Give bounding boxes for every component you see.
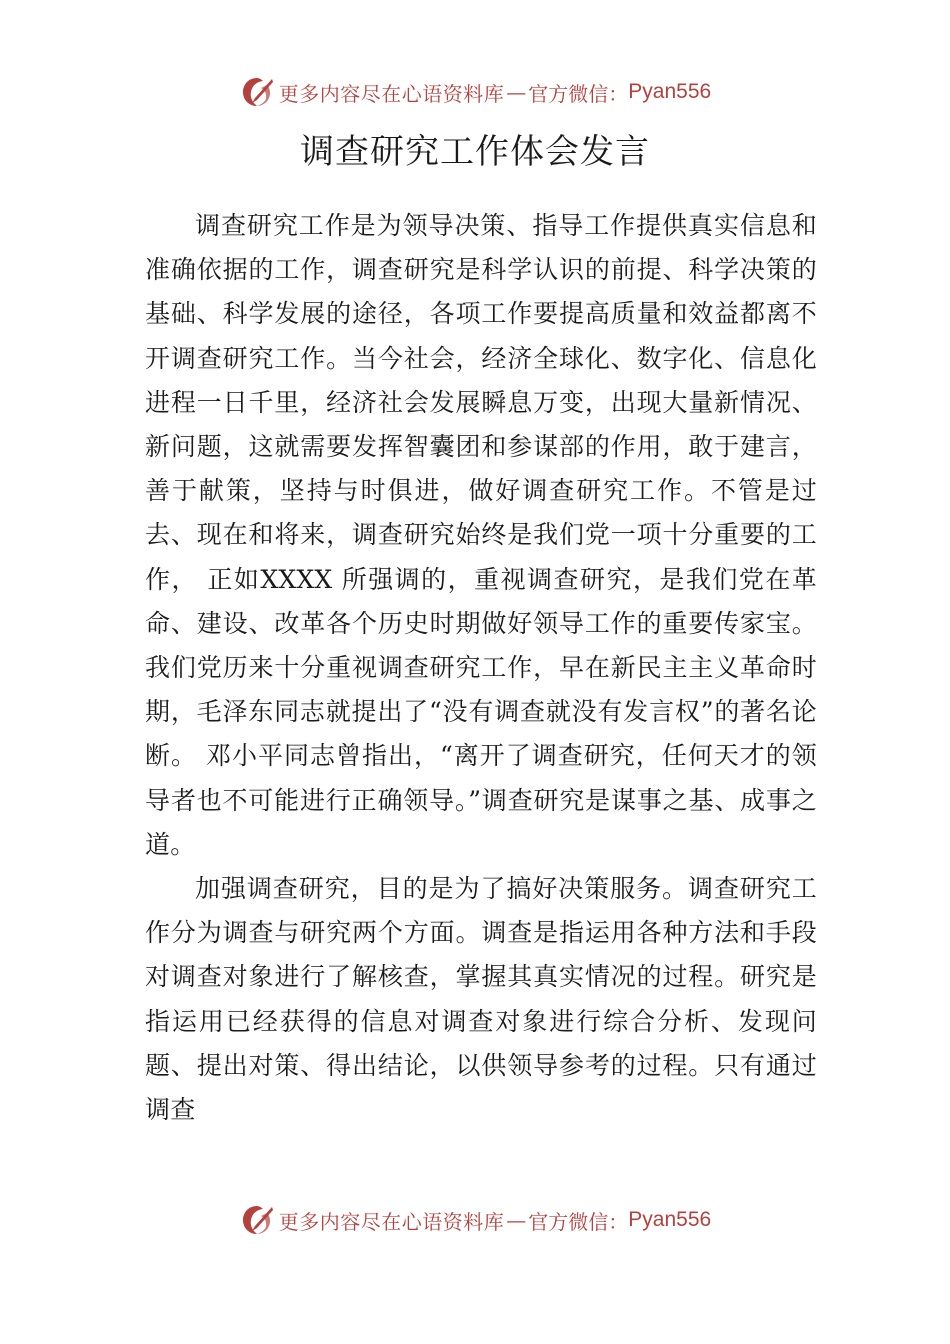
quill-emblem-icon: [239, 74, 275, 110]
banner-dash: —: [506, 1208, 527, 1232]
banner-dash: —: [506, 80, 527, 104]
quill-emblem-icon: [239, 1202, 275, 1238]
banner-text: 更多内容尽在心语资料库: [278, 81, 505, 106]
paragraph-2: 加强调查研究，目的是为了搞好决策服务。调查研究工作分为调查与研究两个方面。调查是指运用各种方法和手段对调查对象进行了解核查，掌握其真实情况的过程。研究是指运用已经获得的信息对调查对象进行综合分析、发现问题、提出对策、得出结论，以供领导参考的过程。只有通过调查: [145, 874, 817, 1125]
banner-wechat-label: 官方微信：: [528, 1209, 629, 1234]
banner-wechat-id: Pyan556: [628, 80, 712, 103]
paragraph-1: 调查研究工作是为领导决策、指导工作提供真实信息和准确依据的工作，调查研究是科学认识的前提、科学决策的基础、科学发展的途径，各项工作要提高质量和效益都离不开调查研究工作。当今社会，经济全球化、数字化、信息化进程一日千里，经济社会发展瞬息万变，出现大量新情况、 新问题，这就需要发挥智囊团和参谋部的作用，敢于建言， 善于献策，坚持与时俱进，做好调查研究工作。不管是过去、现在和将来，调查研究始终是我们党一项十分重要的工作， 正如XXXX 所强调的，重视调查研究，是我们党在革命、建设、改革各个历史时期做好领导工作的重要传家宝。我们党历来十分重视调查研究工作，早在新民主主义革命时期，毛泽东同志就提出了“没有调查就没有发言权”的著名论断。 邓小平同志曾指出，“离开了调查研究，任何天才的领导者也不可能进行正确领导。”调查研究是谋事之基、成事之道。: [145, 211, 817, 859]
banner-wechat-label: 官方微信：: [528, 81, 629, 106]
document-body: [145, 204, 817, 1132]
footer-banner: [0, 1200, 950, 1240]
page-title: 调查研究工作体会发言: [300, 132, 650, 172]
header-banner: [0, 72, 950, 112]
banner-text: 更多内容尽在心语资料库: [278, 1209, 505, 1234]
banner-wechat-id: Pyan556: [628, 1208, 712, 1231]
